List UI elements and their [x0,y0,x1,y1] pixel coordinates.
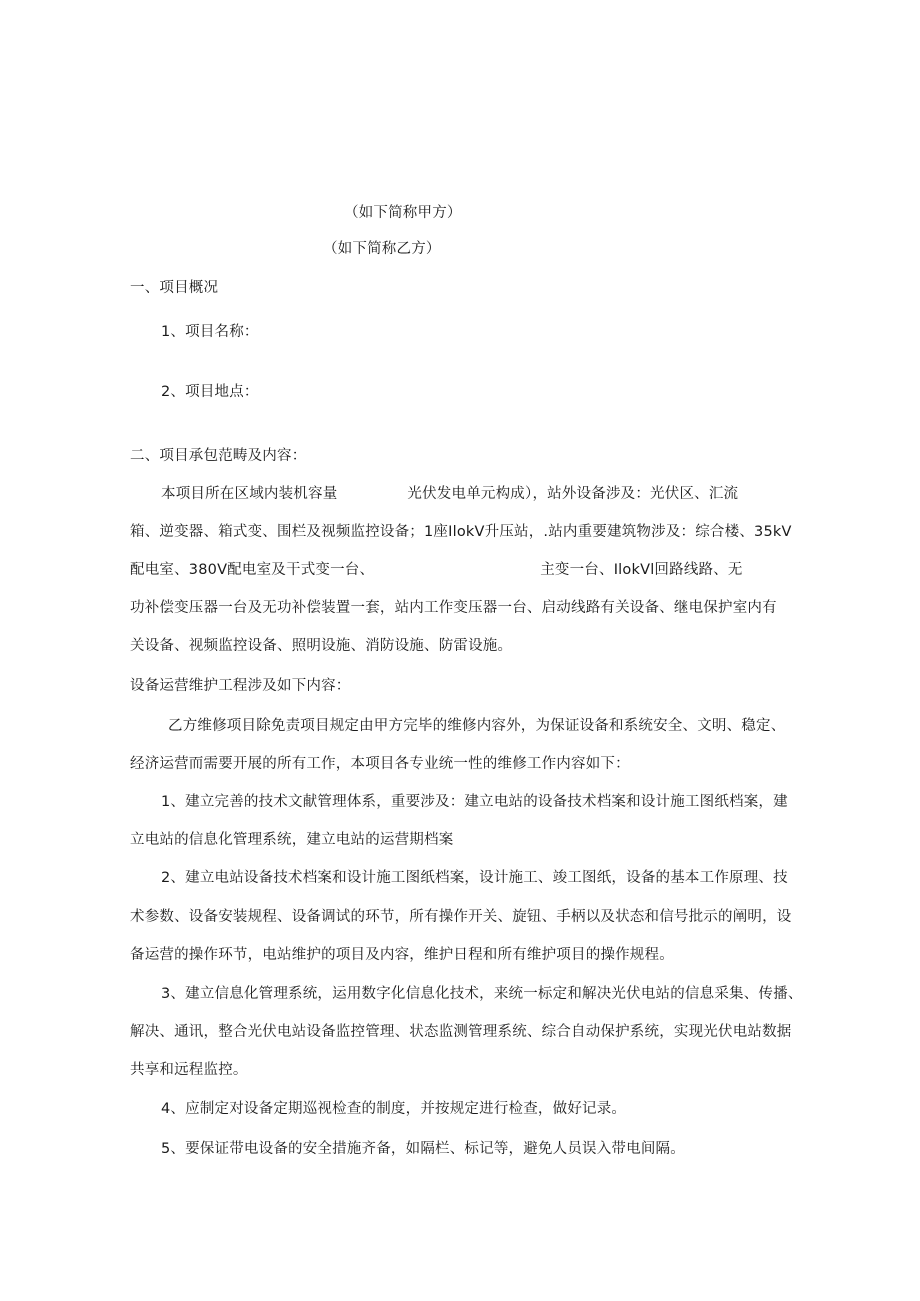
maintenance-item-2-line-3: 备运营的操作环节，电站维护的项目及内容，维护日程和所有维护项目的操作规程。 [130,947,674,963]
maintenance-item-2-line-2: 术参数、设备安装规程、设备调试的环节，所有操作开关、旋钮、手柄以及状态和信号批示的阐明，设 [130,909,792,925]
scope-paragraph-line-4: 功补偿变压器一台及无功补偿装置一套，站内工作变压器一台、启动线路有关设备、继电保护室内有 [130,600,777,616]
scope-text-a: 本项目所在区域内装机容量 [161,486,338,502]
party-a-note: （如下简称甲方） [344,205,462,221]
scope-text-d: 主变一台、IlokVl回路线路、无 [540,562,743,578]
maintenance-heading: 设备运营维护工程涉及如下内容： [130,678,351,694]
scope-paragraph-line-2: 箱、逆变器、箱式变、围栏及视频监控设备；1座IlokV升压站，.站内重要建筑物涉及：综合楼、35kV [130,524,792,540]
maintenance-item-3-line-3: 共享和远程监控。 [130,1062,248,1078]
maintenance-item-3-line-1: 3、建立信息化管理系统，运用数字化信息化技术，来统一标定和解决光伏电站的信息采集、传播、 [161,986,803,1002]
maintenance-item-1-line-1: 1、建立完善的技术文献管理体系，重要涉及：建立电站的设备技术档案和设计施工图纸档案，建 [161,794,788,810]
project-location-label: 2、项目地点： [161,384,259,400]
section-heading-scope: 二、项目承包范畴及内容： [130,448,307,464]
project-name-label: 1、项目名称： [161,324,259,340]
party-b-note: （如下简称乙方） [323,241,441,257]
maintenance-item-5: 5、要保证带电设备的安全措施齐备，如隔栏、标记等，避免人员误入带电间隔。 [161,1141,685,1157]
section-heading-overview: 一、项目概况 [130,280,219,296]
scope-paragraph-line-1 [161,484,738,504]
maintenance-item-1-line-2: 立电站的信息化管理系统，建立电站的运营期档案 [130,832,454,848]
maintenance-item-4: 4、应制定对设备定期巡视检查的制度，并按规定进行检查，做好记录。 [161,1101,627,1117]
scope-text-c: 配电室、380V配电室及干式变一台、 [130,562,375,578]
maintenance-item-2-line-1: 2、建立电站设备技术档案和设计施工图纸档案，设计施工、竣工图纸，设备的基本工作原理、技 [161,870,788,886]
maintenance-item-3-line-2: 解决、通讯，整合光伏电站设备监控管理、状态监测管理系统、综合自动保护系统，实现光伏电站数据 [130,1024,792,1040]
scope-paragraph-line-5: 关设备、视频监控设备、照明设施、消防设施、防雷设施。 [130,638,513,654]
maintenance-paragraph-line-1: 乙方维修项目除免责项目规定由甲方完毕的维修内容外，为保证设备和系统安全、文明、稳定、 [168,718,786,734]
scope-text-b: 光伏发电单元构成），站外设备涉及：光伏区、汇流 [407,486,739,502]
maintenance-paragraph-line-2: 经济运营而需要开展的所有工作，本项目各专业统一性的维修工作内容如下： [130,756,630,772]
scope-paragraph-line-3 [130,560,743,580]
